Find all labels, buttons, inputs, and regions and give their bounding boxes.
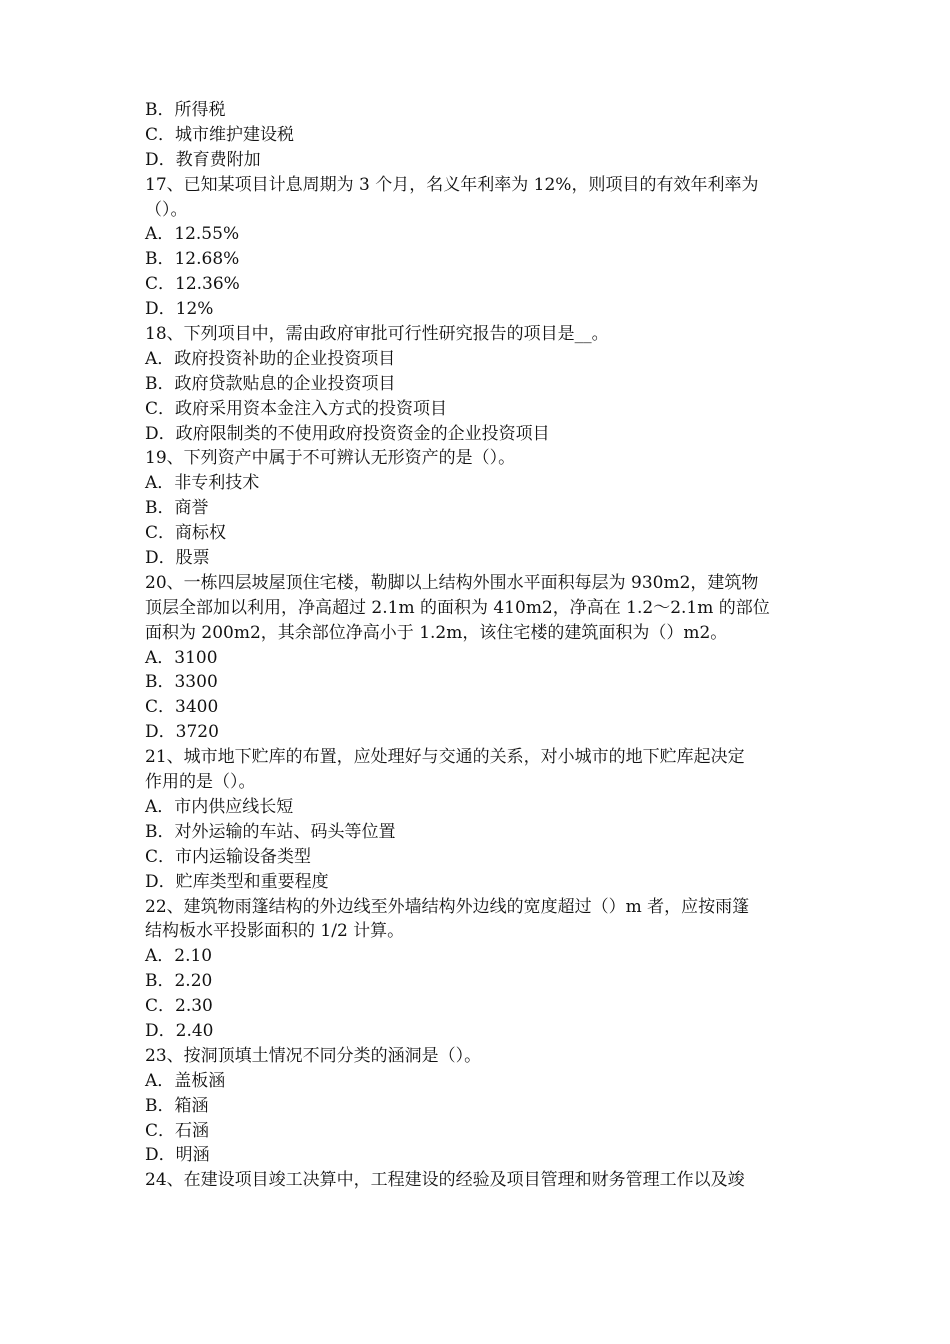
option-line: D．3720 (145, 722, 219, 743)
option-line: D．政府限制类的不使用政府投资资金的企业投资项目 (145, 423, 550, 444)
option-line: C．2.30 (145, 996, 213, 1017)
option-line: D．2.40 (145, 1020, 214, 1041)
option-line: A．市内供应线长短 (145, 796, 294, 817)
option-line: A．盖板涵 (145, 1070, 226, 1091)
question-line: 结构板水平投影面积的 1/2 计算。 (145, 921, 405, 942)
option-line: C．政府采用资本金注入方式的投资项目 (145, 398, 448, 419)
option-line: B．12.68% (145, 249, 240, 270)
option-line: C．3400 (145, 697, 219, 718)
option-line: D．股票 (145, 548, 210, 569)
option-line: D．贮库类型和重要程度 (145, 871, 329, 892)
question-line: 面积为 200m2，其余部位净高小于 1.2m，该住宅楼的建筑面积为（）m2。 (145, 622, 728, 643)
question-line: 21、城市地下贮库的布置，应处理好与交通的关系，对小城市的地下贮库起决定 (145, 747, 745, 768)
question-line: 23、按洞顶填土情况不同分类的涵洞是（）。 (145, 1045, 482, 1066)
option-line: C．商标权 (145, 523, 227, 544)
option-line: B．3300 (145, 672, 218, 693)
option-line: A．政府投资补助的企业投资项目 (145, 348, 396, 369)
option-line: B．所得税 (145, 100, 226, 120)
option-line: D．明涵 (145, 1145, 210, 1166)
question-line: 20、一栋四层坡屋顶住宅楼，勒脚以上结构外围水平面积每层为 930m2，建筑物 (145, 572, 759, 593)
option-line: A．2.10 (145, 946, 213, 967)
question-line: （）。 (145, 199, 188, 220)
option-line: C．市内运输设备类型 (145, 846, 312, 867)
option-line: B．箱涵 (145, 1095, 209, 1116)
option-line: A．非专利技术 (145, 473, 260, 494)
option-line: C．12.36% (145, 274, 240, 295)
question-line: 17、已知某项目计息周期为 3 个月，名义年利率为 12%，则项目的有效年利率为 (145, 174, 759, 195)
option-line: D．12% (145, 299, 214, 320)
option-line: B．对外运输的车站、码头等位置 (145, 821, 396, 842)
option-line: C．城市维护建设税 (145, 124, 295, 145)
question-line: 顶层全部加以利用，净高超过 2.1m 的面积为 410m2，净高在 1.2～2.1m 的部位 (145, 597, 770, 618)
document-text (145, 98, 810, 1193)
option-line: B．政府贷款贴息的企业投资项目 (145, 373, 396, 394)
option-line: C．石涵 (145, 1120, 210, 1141)
question-line: 19、下列资产中属于不可辨认无形资产的是（）。 (145, 448, 516, 469)
question-line: 18、下列项目中，需由政府审批可行性研究报告的项目是__。 (145, 324, 609, 345)
option-line: A．12.55% (145, 224, 240, 245)
option-line: B．商誉 (145, 498, 209, 519)
option-line: B．2.20 (145, 971, 213, 992)
option-line: D．教育费附加 (145, 149, 261, 170)
question-line: 作用的是（）。 (145, 772, 256, 793)
option-line: A．3100 (145, 647, 218, 668)
question-line: 22、建筑物雨篷结构的外边线至外墙结构外边线的宽度超过（）m 者，应按雨篷 (145, 896, 750, 917)
question-line: 24、在建设项目竣工决算中，工程建设的经验及项目管理和财务管理工作以及竣 (145, 1170, 745, 1191)
